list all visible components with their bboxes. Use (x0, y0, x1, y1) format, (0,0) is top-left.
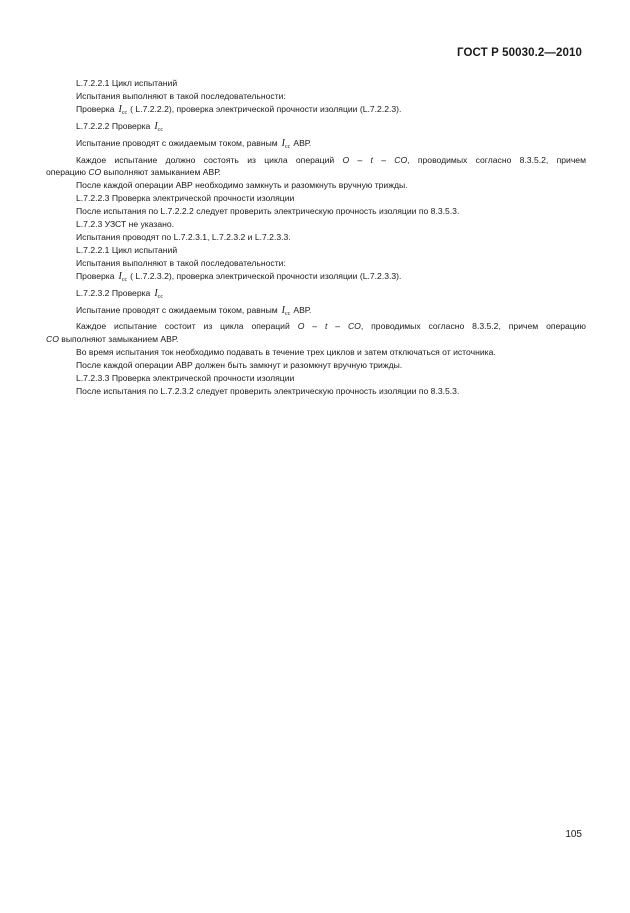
paragraph: Испытания выполняют в такой последовательности: (76, 257, 286, 268)
paragraph-heading: L.7.2.2.1 Цикл испытаний (76, 78, 178, 88)
text-span: операцию (46, 167, 86, 178)
operation-co: CO (46, 334, 59, 345)
text-span: выполняют замыканием АВР. (103, 167, 221, 178)
text-span: Испытание проводят с ожидаемым током, равным (76, 137, 278, 148)
paragraph-heading: L.7.2.3.3 Проверка электрической прочности изоляции (76, 373, 295, 384)
text-span: выполняют замыканием АВР. (61, 334, 179, 345)
document-body (46, 77, 586, 398)
paragraph-heading: L.7.2.2.1 Цикл испытаний (76, 244, 178, 255)
text-span: Каждое испытание состоит из цикла операций (76, 321, 290, 332)
page-number: 105 (565, 829, 582, 840)
operation-cycle: O – t – CO (342, 154, 408, 165)
paragraph-continuation (46, 333, 586, 346)
text-span: Испытание проводят с ожидаемым током, равным (76, 304, 278, 315)
paragraph-heading: L.7.2.3 УЗСТ не указано. (76, 219, 175, 230)
paragraph-heading: L.7.2.2.3 Проверка электрической прочности изоляции (76, 193, 295, 204)
paragraph (46, 103, 586, 120)
paragraph (46, 320, 586, 333)
paragraph: После испытания по L.7.2.3.2 следует проверить электрическую прочность изоляции по 8.3.5.3. (76, 385, 460, 396)
operation-co: CO (88, 167, 102, 178)
text-span: Проверка (76, 270, 115, 281)
text-span: L.7.2.2.2 Проверка (76, 120, 151, 131)
paragraph-continuation (46, 166, 586, 179)
icc-symbol: $I_{cc}$ (154, 120, 163, 133)
paragraph: Испытания выполняют в такой последовательности: (76, 90, 286, 101)
paragraph: Испытания проводят по L.7.2.3.1, L.7.2.3.2 и L.7.2.3.3. (76, 231, 291, 242)
text-span: , проводимых согласно 8.3.5.2, причем (407, 154, 586, 165)
icc-symbol: $I_{cc}$ (281, 137, 291, 150)
text-span: ( L.7.2.3.2), проверка электрической прочности изоляции (L.7.2.3.3). (130, 270, 402, 281)
paragraph-heading (46, 120, 586, 137)
icc-symbol: $I_{cc}$ (281, 304, 291, 317)
paragraph: Во время испытания ток необходимо подавать в течение трех циклов и затем отключаться от источника. (76, 347, 496, 358)
paragraph: После каждой операции АВР необходимо замкнуть и разомкнуть вручную трижды. (76, 180, 408, 191)
paragraph (46, 270, 586, 287)
paragraph (46, 304, 586, 321)
icc-symbol: $I_{cc}$ (118, 103, 128, 116)
paragraph (46, 154, 586, 167)
paragraph-heading (46, 287, 586, 304)
icc-symbol: $I_{cc}$ (118, 270, 128, 283)
icc-symbol: $I_{cc}$ (154, 287, 163, 300)
paragraph: После испытания по L.7.2.2.2 следует проверить электрическую прочность изоляции по 8.3.5.3. (76, 206, 460, 217)
text-span: АВР. (293, 137, 312, 148)
text-span: АВР. (293, 304, 312, 315)
document-header-title: ГОСТ Р 50030.2—2010 (457, 47, 582, 59)
text-span: ( L.7.2.2.2), проверка электрической прочности изоляции (L.7.2.2.3). (130, 103, 402, 114)
text-span: , проводимых согласно 8.3.5.2, причем операцию (360, 321, 587, 332)
text-span: Каждое испытание должно состоять из цикла операций (76, 154, 335, 165)
paragraph (46, 137, 586, 154)
text-span: Проверка (76, 103, 115, 114)
operation-cycle: O – t – CO (297, 321, 361, 332)
paragraph: После каждой операции АВР должен быть замкнут и разомкнут вручную трижды. (76, 360, 403, 371)
text-span: L.7.2.3.2 Проверка (76, 287, 151, 298)
